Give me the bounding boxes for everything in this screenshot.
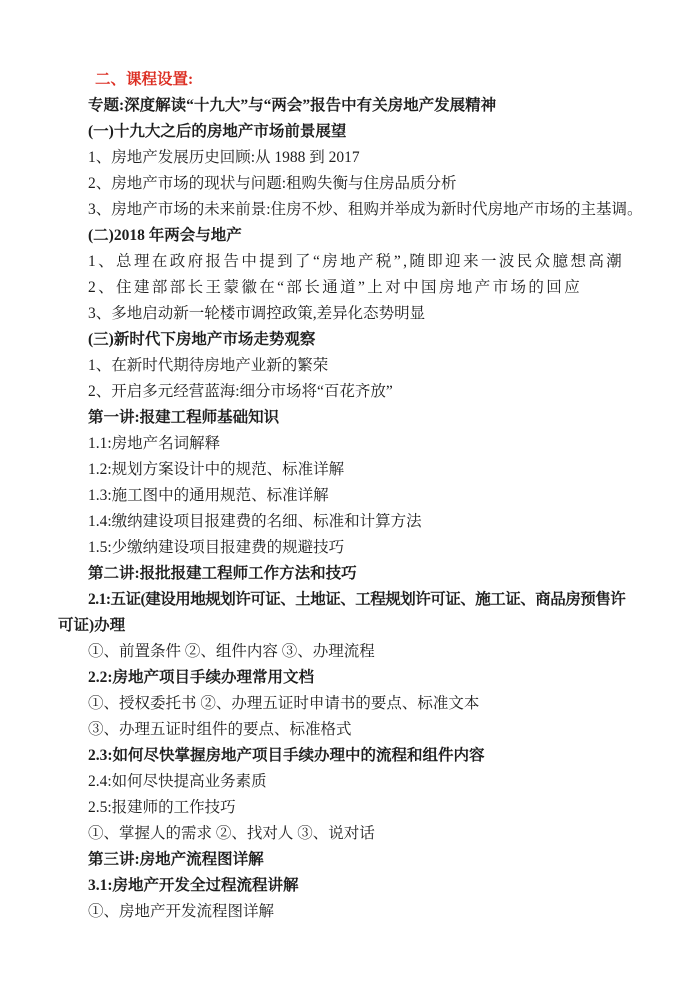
- document-line: 1.2:规划方案设计中的规范、标准详解: [88, 461, 345, 478]
- document-line: 2.5:报建师的工作技巧: [88, 799, 236, 816]
- document-line: 1.1:房地产名词解释: [88, 435, 221, 452]
- document-line: 2.4:如何尽快提高业务素质: [88, 773, 267, 790]
- document-line: 3、房地产市场的未来前景:住房不炒、租购并举成为新时代房地产市场的主基调。: [88, 201, 643, 218]
- document-line: 第二讲:报批报建工程师工作方法和技巧: [88, 565, 357, 582]
- document-line: 2、住建部部长王蒙徽在“部长通道”上对中国房地产市场的回应: [88, 279, 583, 296]
- section-heading: 二、课程设置:: [95, 71, 194, 88]
- document-line: 2.1:五证(建设用地规划许可证、土地证、工程规划许可证、施工证、商品房预售许: [88, 591, 626, 608]
- document-line: ①、房地产开发流程图详解: [88, 903, 275, 920]
- document-line: 2、开启多元经营蓝海:细分市场将“百花齐放”: [88, 383, 393, 400]
- document-line: 2.2:房地产项目手续办理常用文档: [88, 669, 315, 686]
- document-line: ①、前置条件 ②、组件内容 ③、办理流程: [88, 643, 375, 660]
- document-line: 3.1:房地产开发全过程流程讲解: [88, 877, 299, 894]
- document-line: 1.3:施工图中的通用规范、标准详解: [88, 487, 329, 504]
- document-line: ①、授权委托书 ②、办理五证时申请书的要点、标准文本: [88, 695, 480, 712]
- document-line: 1、在新时代期待房地产业新的繁荣: [88, 357, 329, 374]
- document-line: 1.4:缴纳建设项目报建费的名细、标准和计算方法: [88, 513, 422, 530]
- document-line: 2、房地产市场的现状与问题:租购失衡与住房品质分析: [88, 175, 457, 192]
- document-line: 1、总理在政府报告中提到了“房地产税”,随即迎来一波民众臆想高潮: [88, 253, 625, 270]
- document-line: (二)2018 年两会与地产: [88, 227, 242, 244]
- document-line: ①、掌握人的需求 ②、找对人 ③、说对话: [88, 825, 375, 842]
- document-line: 1、房地产发展历史回顾:从 1988 到 2017: [88, 149, 360, 166]
- document-line: 1.5:少缴纳建设项目报建费的规避技巧: [88, 539, 345, 556]
- topic-title: 专题:深度解读“十九大”与“两会”报告中有关房地产发展精神: [88, 97, 497, 114]
- document-body: [58, 67, 666, 925]
- document-line: (一)十九大之后的房地产市场前景展望: [88, 123, 347, 140]
- document-line: (三)新时代下房地产市场走势观察: [88, 331, 316, 348]
- document-line: 第一讲:报建工程师基础知识: [88, 409, 280, 426]
- document-line: 可证)办理: [58, 617, 126, 634]
- document-line: 3、多地启动新一轮楼市调控政策,差异化态势明显: [88, 305, 426, 322]
- document-line: 第三讲:房地产流程图详解: [88, 851, 264, 868]
- document-line: 2.3:如何尽快掌握房地产项目手续办理中的流程和组件内容: [88, 747, 485, 764]
- document-line: ③、办理五证时组件的要点、标准格式: [88, 721, 352, 738]
